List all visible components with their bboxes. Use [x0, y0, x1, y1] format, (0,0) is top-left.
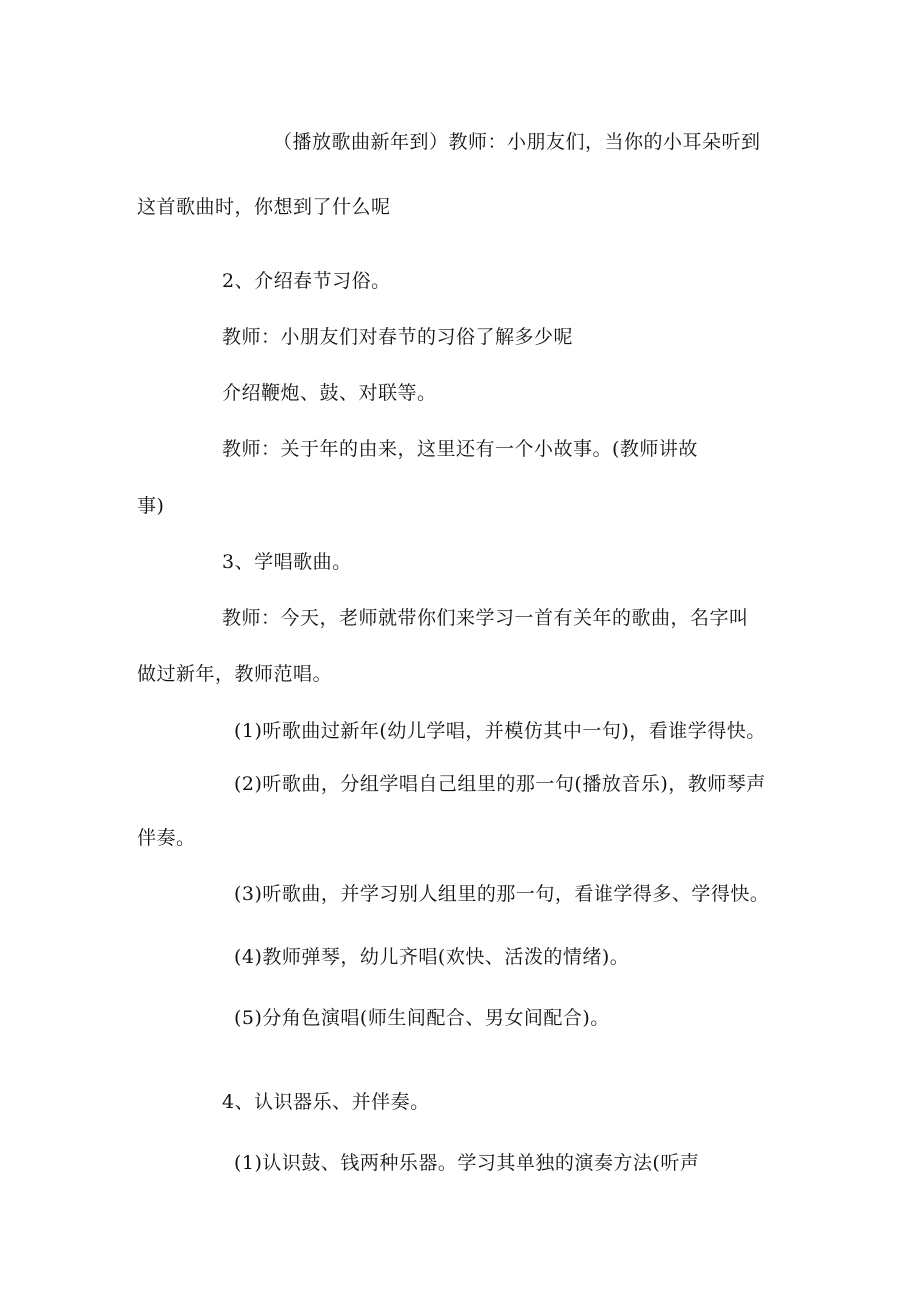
paragraph-line: 事) [137, 495, 165, 517]
list-item: (3)听歌曲，并学习别人组里的那一句，看谁学得多、学得快。 [234, 883, 770, 905]
list-item: (1)认识鼓、钱两种乐器。学习其单独的演奏方法(听声 [234, 1152, 700, 1174]
list-item: (1)听歌曲过新年(幼儿学唱，并模仿其中一句)，看谁学得快。 [234, 720, 766, 742]
list-item: (2)听歌曲，分组学唱自己组里的那一句(播放音乐)，教师琴声 [234, 773, 766, 795]
paragraph-line: 做过新年，教师范唱。 [137, 663, 333, 685]
paragraph-line: 介绍鞭炮、鼓、对联等。 [222, 382, 437, 404]
list-item: (5)分角色演唱(师生间配合、男女间配合)。 [234, 1007, 610, 1029]
paragraph-line: 伴奏。 [137, 827, 196, 849]
section-heading: 3、学唱歌曲。 [222, 551, 352, 573]
paragraph-line: 教师：今天，老师就带你们来学习一首有关年的歌曲，名字叫 [222, 607, 749, 629]
paragraph-line: 教师：关于年的由来，这里还有一个小故事。(教师讲故 [222, 438, 698, 460]
paragraph-line: （播放歌曲新年到）教师：小朋友们，当你的小耳朵听到 [273, 131, 761, 153]
section-heading: 2、介绍春节习俗。 [222, 270, 391, 292]
section-heading: 4、认识器乐、并伴奏。 [222, 1091, 430, 1113]
paragraph-line: 这首歌曲时，你想到了什么呢 [137, 196, 391, 218]
paragraph-line: 教师：小朋友们对春节的习俗了解多少呢 [222, 326, 574, 348]
list-item: (4)教师弹琴，幼儿齐唱(欢快、活泼的情绪)。 [234, 946, 630, 968]
